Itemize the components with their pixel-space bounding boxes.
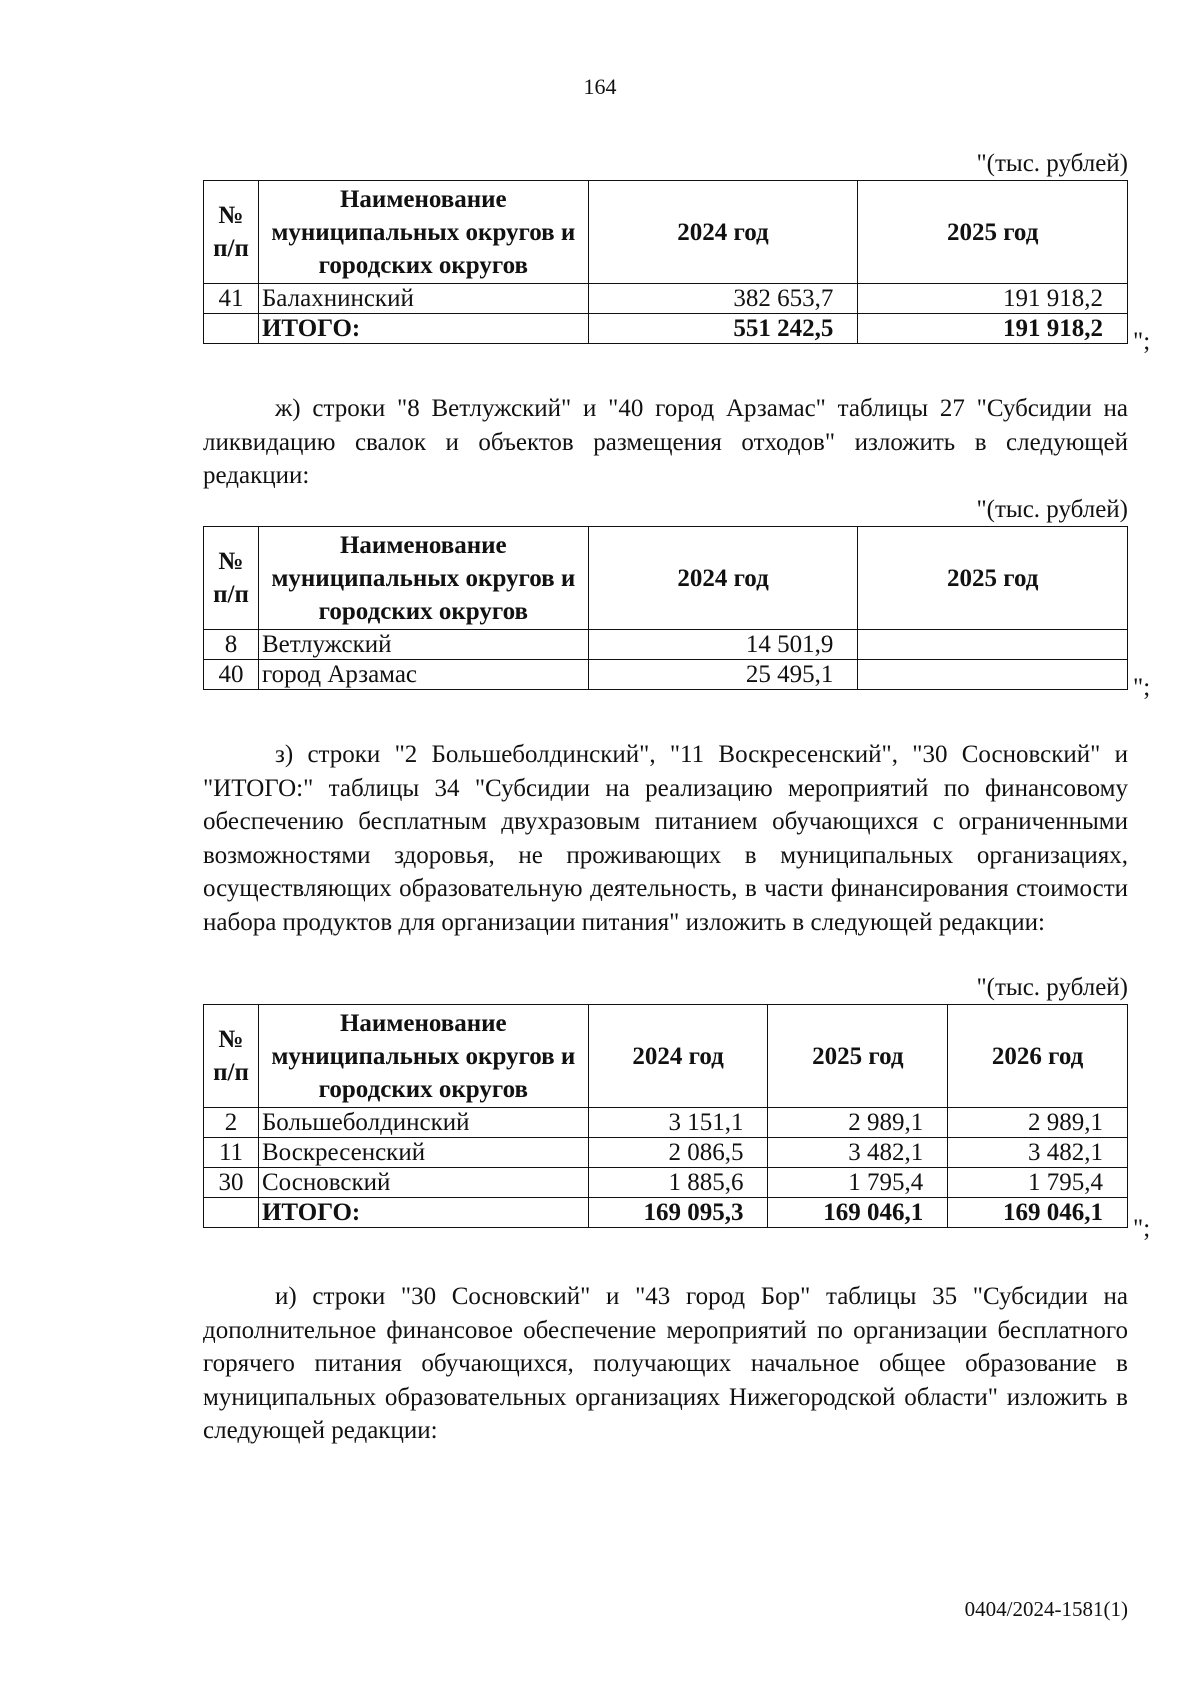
header-2024: 2024 год [588, 181, 858, 284]
total-2025: 191 918,2 [858, 314, 1128, 344]
row-2025 [858, 630, 1128, 660]
table-row [204, 630, 1128, 660]
table-header-row [204, 181, 1128, 284]
header-num: № п/п [204, 181, 259, 284]
footer-document-code: 0404/2024-1581(1) [964, 1597, 1128, 1621]
row-2024: 25 495,1 [588, 660, 858, 690]
paragraph-i-text: и) строки "30 Сосновский" и "43 город Бор" таблицы 35 "Субсидии на дополнительное финансовое обеспечение мероприятий по организации бесплатного горячего питания обучающихся, получающих начальное общее образование в муниципальных образовательных организациях Нижегородской области" изложить в следующей редакции: [203, 1283, 1128, 1444]
header-num: № п/п [204, 527, 259, 630]
row-num: 41 [204, 284, 259, 314]
row-name: Балахнинский [258, 284, 588, 314]
header-2026: 2026 год [948, 1005, 1128, 1108]
table-row [204, 284, 1128, 314]
total-2026: 169 046,1 [948, 1198, 1128, 1228]
table-balakhna [203, 180, 1128, 344]
closing-mark-table3: "; [1133, 1215, 1151, 1242]
total-label: ИТОГО: [258, 314, 588, 344]
row-num: 2 [204, 1108, 259, 1138]
header-2024: 2024 год [588, 527, 858, 630]
paragraph-zh [203, 392, 1128, 493]
row-name: Ветлужский [258, 630, 588, 660]
row-num: 11 [204, 1138, 259, 1168]
header-name: Наименование муниципальных округов и городских округов [258, 1005, 588, 1108]
total-2024: 169 095,3 [588, 1198, 768, 1228]
row-num: 8 [204, 630, 259, 660]
paragraph-i [203, 1280, 1128, 1448]
total-num-empty [204, 1198, 259, 1228]
total-2024: 551 242,5 [588, 314, 858, 344]
header-2025: 2025 год [768, 1005, 948, 1108]
table-header-row [204, 527, 1128, 630]
table-total-row [204, 1198, 1128, 1228]
table-total-row [204, 314, 1128, 344]
unit-label-table3: "(тыс. рублей) [976, 974, 1128, 1001]
row-2025: 2 989,1 [768, 1108, 948, 1138]
table-row [204, 1168, 1128, 1198]
page-number: 164 [583, 74, 617, 99]
header-2025: 2025 год [858, 181, 1128, 284]
row-2025 [858, 660, 1128, 690]
row-name: Большеболдинский [258, 1108, 588, 1138]
row-2024: 3 151,1 [588, 1108, 768, 1138]
header-name: Наименование муниципальных округов и городских округов [258, 181, 588, 284]
row-name: Воскресенский [258, 1138, 588, 1168]
paragraph-zh-text: ж) строки "8 Ветлужский" и "40 город Арзамас" таблицы 27 "Субсидии на ликвидацию свалок и объектов размещения отходов" изложить в следующей редакции: [203, 395, 1128, 489]
row-name: Сосновский [258, 1168, 588, 1198]
table-header-row [204, 1005, 1128, 1108]
closing-mark-table1: "; [1133, 328, 1151, 355]
table-sosnovsky [203, 1004, 1128, 1228]
row-name: город Арзамас [258, 660, 588, 690]
row-num: 30 [204, 1168, 259, 1198]
header-name: Наименование муниципальных округов и городских округов [258, 527, 588, 630]
total-label: ИТОГО: [258, 1198, 588, 1228]
closing-mark-table2: "; [1133, 674, 1151, 701]
table-row [204, 1108, 1128, 1138]
row-2026: 3 482,1 [948, 1138, 1128, 1168]
header-num: № п/п [204, 1005, 259, 1108]
row-2024: 14 501,9 [588, 630, 858, 660]
table-row [204, 1138, 1128, 1168]
row-2026: 2 989,1 [948, 1108, 1128, 1138]
row-num: 40 [204, 660, 259, 690]
header-2025: 2025 год [858, 527, 1128, 630]
row-2024: 382 653,7 [588, 284, 858, 314]
paragraph-z-text: з) строки "2 Большеболдинский", "11 Воскресенский", "30 Сосновский" и "ИТОГО:" таблицы 34 "Субсидии на реализацию мероприятий по финансовому обеспечению бесплатным двухразовым питанием обучающихся с ограниченными возможностями здоровья, не проживающих в муниципальных организациях, осуществляющих образовательную деятельность, в части финансирования стоимости набора продуктов для организации питания" изложить в следующей редакции: [203, 741, 1128, 936]
unit-label-table2: "(тыс. рублей) [976, 496, 1128, 523]
table-row [204, 660, 1128, 690]
row-2024: 2 086,5 [588, 1138, 768, 1168]
row-2025: 3 482,1 [768, 1138, 948, 1168]
row-2025: 191 918,2 [858, 284, 1128, 314]
row-2026: 1 795,4 [948, 1168, 1128, 1198]
unit-label-table1: "(тыс. рублей) [976, 150, 1128, 177]
row-2024: 1 885,6 [588, 1168, 768, 1198]
total-2025: 169 046,1 [768, 1198, 948, 1228]
table-vetluga-arzamas [203, 526, 1128, 690]
row-2025: 1 795,4 [768, 1168, 948, 1198]
header-2024: 2024 год [588, 1005, 768, 1108]
total-num-empty [204, 314, 259, 344]
paragraph-z [203, 738, 1128, 939]
